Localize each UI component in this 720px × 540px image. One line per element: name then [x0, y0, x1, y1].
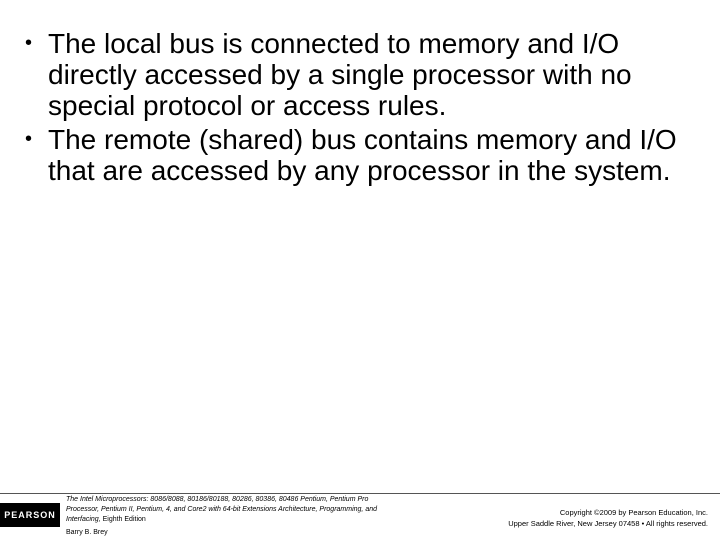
bullet-text: The local bus is connected to memory and I/O directly accessed by a single processor with no special protocol or access rules. — [48, 28, 632, 121]
edition-text: Eighth Edition — [102, 516, 146, 523]
copyright-line-2: Upper Saddle River, New Jersey 07458 • All rights reserved. — [508, 519, 708, 528]
bullet-text: The remote (shared) bus contains memory and I/O that are accessed by any processor in the system. — [48, 124, 677, 186]
bullet-marker: • — [25, 32, 33, 54]
pearson-logo: PEARSON — [0, 503, 60, 527]
bullet-list — [0, 28, 720, 189]
author-name: Barry B. Brey — [66, 529, 108, 536]
book-title-text: The Intel Microprocessors: 8086/8088, 80186/80188, 80286, 80386, 80486 Pentium, Pentium Pro Processor, Pentium II, Pentium, 4, and Core2 with 64-bit Extensions Architecture, Programming, and Interfacing, — [66, 496, 377, 523]
copyright-notice — [408, 507, 708, 529]
bullet-marker: • — [25, 128, 33, 150]
footer-divider — [0, 493, 720, 494]
book-title — [66, 495, 396, 525]
bullet-item — [0, 28, 688, 121]
bullet-item — [0, 124, 688, 186]
copyright-line-1: Copyright ©2009 by Pearson Education, Inc. — [559, 508, 708, 517]
